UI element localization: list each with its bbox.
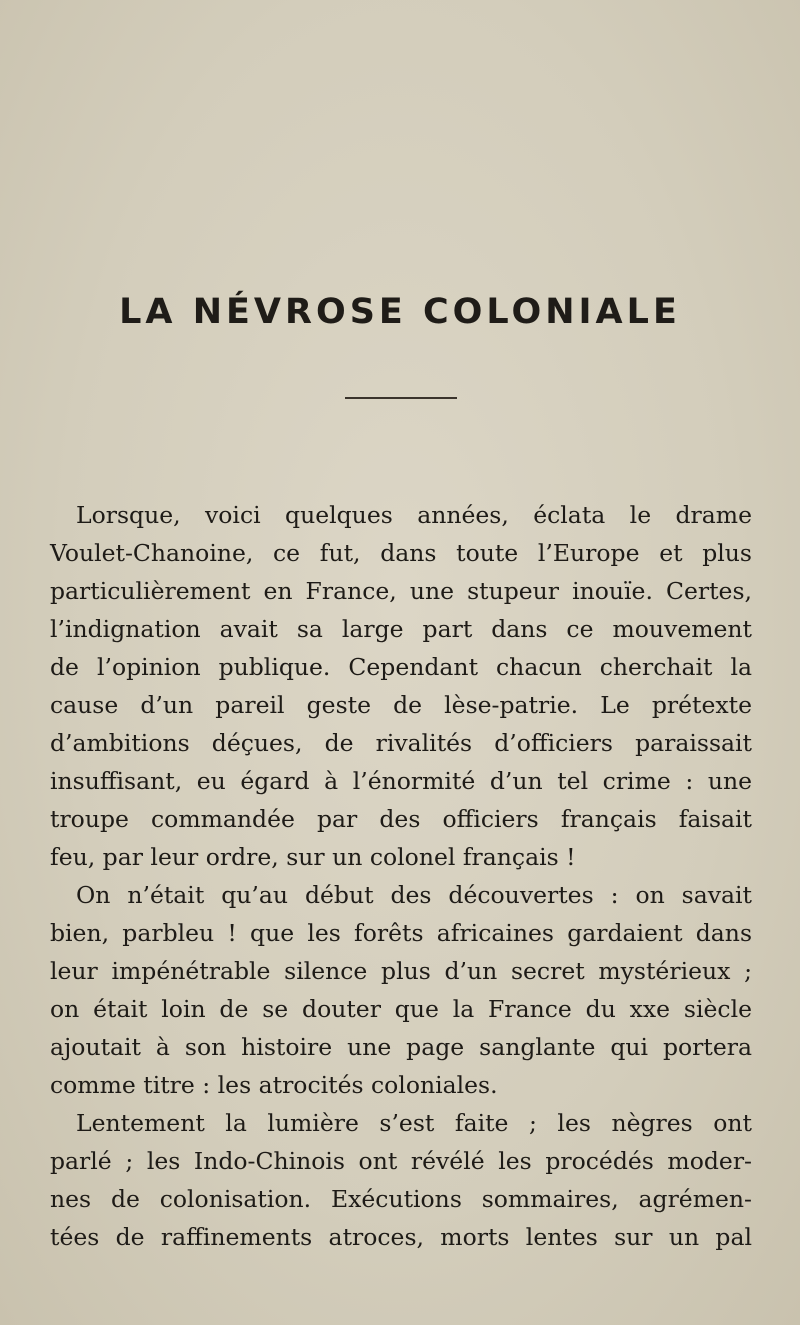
text-line: bien, parbleu ! que les forêts africaines gardaient dans [50, 919, 752, 947]
text-line: leur impénétrable silence plus d’un secret mystérieux ; [50, 957, 752, 985]
body-text [50, 496, 752, 1256]
text-line: insuffisant, eu égard à l’énormité d’un tel crime : une [50, 767, 752, 795]
text-line: Lentement la lumière s’est faite ; les nègres ont [76, 1109, 752, 1137]
text-line: Lorsque, voici quelques années, éclata le drame [76, 501, 752, 529]
chapter-title: LA NÉVROSE COLONIALE [119, 292, 681, 332]
text-line: particulièrement en France, une stupeur inouïe. Certes, [50, 577, 752, 605]
text-line: l’indignation avait sa large part dans ce mouvement [50, 615, 752, 643]
text-line: troupe commandée par des officiers français faisait [50, 805, 752, 833]
text-line: comme titre : les atrocités coloniales. [50, 1071, 498, 1099]
text-line: cause d’un pareil geste de lèse-patrie. Le prétexte [50, 691, 752, 719]
paragraph-2 [50, 876, 752, 1104]
text-line: Voulet-Chanoine, ce fut, dans toute l’Europe et plus [50, 539, 752, 567]
text-line: parlé ; les Indo-Chinois ont révélé les procédés moder- [50, 1147, 752, 1175]
text-line: on était loin de se douter que la France du xxe siècle [50, 995, 752, 1023]
title-divider [345, 397, 457, 399]
text-line: feu, par leur ordre, sur un colonel français ! [50, 843, 576, 871]
text-line: On n’était qu’au début des découvertes : on savait [76, 881, 752, 909]
text-line: de l’opinion publique. Cependant chacun cherchait la [50, 653, 752, 681]
text-line: nes de colonisation. Exécutions sommaires, agrémen- [50, 1185, 752, 1213]
paragraph-1 [50, 496, 752, 876]
paragraph-3 [50, 1104, 752, 1256]
text-line: ajoutait à son histoire une page sanglante qui portera [50, 1033, 752, 1061]
text-line: d’ambitions déçues, de rivalités d’officiers paraissait [50, 729, 752, 757]
text-line: tées de raffinements atroces, morts lentes sur un pal [50, 1223, 752, 1251]
